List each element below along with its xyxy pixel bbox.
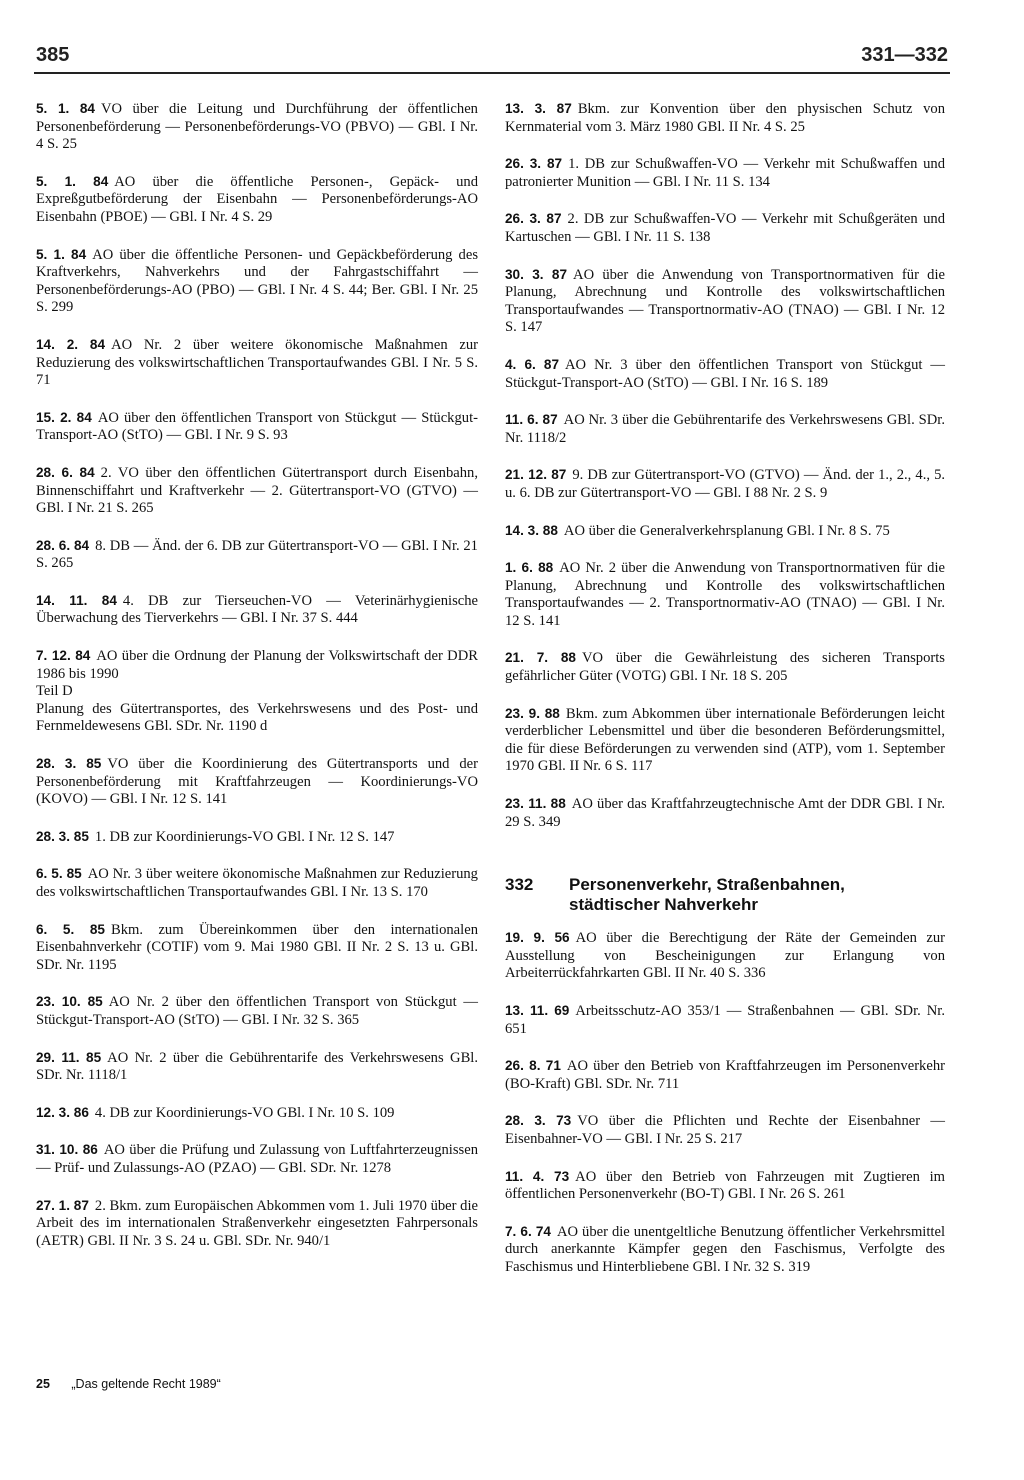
entry-date: 23. 10. 85 [36,994,103,1010]
entry [36,1104,478,1123]
entry [36,409,478,445]
entry [36,537,478,573]
entry-date: 28. 3. 85 [36,828,89,844]
entry-text: AO über die unentgeltliche Benutzung öffentlicher Verkehrsmittel durch anerkannte Kämpfer gegen den Faschismus, Verfolgte des Faschismus und Hinterbliebene GBl. I Nr. 32 S. 319 [505,1223,945,1275]
entry-date: 6. 5. 85 [36,921,105,937]
entry-text: VO über die Pflichten und Rechte der Eisenbahner — Eisenbahner-VO — GBl. I Nr. 25 S. 217 [505,1113,945,1147]
entry-date: 5. 1. 84 [36,173,109,189]
entry-date: 7. 6. 74 [505,1223,551,1239]
entry-date: 26. 3. 87 [505,156,563,172]
entry-date: 6. 5. 85 [36,866,82,882]
entry-date: 31. 10. 86 [36,1142,98,1158]
entry-text: AO über die Anwendung von Transportnormativen für die Planung, Abrechnung und Kontrolle des volkswirtschaftlichen Transportaufwandes — Transportnormativ-AO (TNAO) — GBl. I Nr. 12 S. 147 [505,266,945,336]
entry-date: 14. 3. 88 [505,522,558,538]
entry-date: 7. 12. 84 [36,648,91,664]
entry-date: 28. 3. 85 [36,756,102,772]
entry [505,210,945,246]
entry-text: AO über die Generalverkehrsplanung GBl. I Nr. 8 S. 75 [563,522,890,539]
entry [505,1112,945,1148]
entry-date: 11. 4. 73 [505,1168,570,1184]
entry-text: AO über die öffentliche Personen-, Gepäck- und Expreßgutbeförderung der Eisenbahn — Personenbeförderungs-AO Eisenbahn (PBOE) — GBl. I Nr. 4 S. 29 [36,173,478,225]
entry-date: 23. 11. 88 [505,796,566,812]
entry [505,705,945,776]
entry-text: 1. DB zur Koordinierungs-VO GBl. I Nr. 12 S. 147 [94,828,395,845]
entry [505,411,945,447]
entry-text: 2. VO über den öffentlichen Gütertransport durch Eisenbahn, Binnenschiffahrt und Kraftverkehr — 2. Gütertransport-VO (GTVO) — GBl. I Nr. 21 S. 265 [36,464,478,517]
entry [505,1002,945,1038]
entry-text: AO Nr. 2 über die Gebührentarife des Verkehrswesens GBl. SDr. Nr. 1118/1 [36,1049,479,1084]
entry-text: AO über das Kraftfahrzeugtechnische Amt der DDR GBl. I Nr. 29 S. 349 [505,796,946,830]
entry-text: 4. DB zur Koordinierungs-VO GBl. I Nr. 10 S. 109 [94,1104,395,1121]
entry-text: AO über den öffentlichen Transport von Stückgut — Stückgut-Transport-AO (StTO) — GBl. I Nr. 9 S. 93 [36,409,478,444]
entry-text: AO über die Berechtigung der Räte der Gemeinden zur Ausstellung von Bescheinigungen zur Erlangung von Arbeiterrückfahrkarten GBl. II Nr. 40 S. 336 [505,930,945,982]
footer-title: „Das geltende Recht 1989“ [71,1377,221,1391]
entry-text: Bkm. zur Konvention über den physischen Schutz von Kernmaterial vom 3. März 1980 GBl. II Nr. 4 S. 25 [505,101,945,135]
right-entries [505,100,945,831]
entry [505,356,945,392]
entry-date: 12. 3. 86 [36,1104,89,1120]
entry [36,1141,478,1177]
entry [36,336,478,390]
entry-text: 2. DB zur Schußwaffen-VO — Verkehr mit Schußgeräten und Kartuschen — GBl. I Nr. 11 S. 138 [505,211,945,245]
entry-text: VO über die Leitung und Durchführung der öffentlichen Personenbeförderung — Personenbeförderungs-VO (PBVO) — GBl. I Nr. 4 S. 25 [36,101,478,153]
entry-date: 30. 3. 87 [505,266,568,282]
entry-text: AO über die Prüfung und Zulassung von Luftfahrterzeugnissen — Prüf- und Zulassungs-AO (PZAO) — GBl. SDr. Nr. 1278 [36,1142,478,1176]
entry [505,1168,945,1204]
section-title: Personenverkehr, Straßenbahnen, städtischer Nahverkehr [569,875,845,915]
page-footer [36,1377,221,1391]
entry [505,795,945,831]
entry-date: 19. 9. 56 [505,930,570,946]
left-column [36,100,478,1269]
entry-date: 1. 6. 88 [505,560,554,576]
entry [36,647,478,736]
footer-number: 25 [36,1377,50,1391]
entry [36,755,478,809]
entry-text: VO über die Gewährleistung des sicheren Transports gefährlicher Güter (VOTG) GBl. I Nr. 18 S. 205 [505,650,945,685]
entry-date: 26. 3. 87 [505,211,562,227]
entry [36,865,478,901]
entry-text: Arbeitsschutz-AO 353/1 — Straßenbahnen — GBl. SDr. Nr. 651 [505,1003,946,1037]
entry [36,592,478,628]
entry-text: AO Nr. 3 über den öffentlichen Transport von Stückgut — Stückgut-Transport-AO (StTO) — GBl. I Nr. 16 S. 189 [505,356,945,391]
entry-date: 21. 7. 88 [505,650,576,666]
entry-text: 4. DB zur Tierseuchen-VO — Veterinärhygienische Überwachung des Tierverkehrs — GBl. I Nr. 37 S. 444 [36,592,479,627]
entry-date: 5. 1. 84 [36,246,87,262]
entry-date: 5. 1. 84 [36,101,95,116]
entry-text: Bkm. zum Übereinkommen über den internationalen Eisenbahnverkehr (COTIF) vom 9. Mai 1980 GBl. II Nr. 2 S. 13 u. GBl. SDr. Nr. 1195 [36,921,478,973]
section-heading [505,875,945,915]
entry-text: AO Nr. 3 über die Gebührentarife des Verkehrswesens GBl. SDr. Nr. 1118/2 [505,412,945,446]
entry [36,921,478,975]
entry-date: 13. 11. 69 [505,1003,570,1018]
entry-date: 28. 6. 84 [36,464,95,480]
entry-date: 26. 8. 71 [505,1058,561,1074]
section-entries [505,929,945,1276]
entry-text: VO über die Koordinierung des Gütertransports und der Personenbeförderung mit Kraftfahrzeugen — Koordinierungs-VO (KOVO) — GBl. I Nr. 12 S. 141 [36,756,478,808]
entry [505,266,945,337]
entry-date: 27. 1. 87 [36,1197,89,1213]
entry [505,155,945,191]
entry-date: 28. 3. 73 [505,1113,572,1129]
entry-text: AO Nr. 2 über den öffentlichen Transport von Stückgut — Stückgut-Transport-AO (StTO) — GBl. I Nr. 32 S. 365 [36,994,479,1028]
entry-text: 1. DB zur Schußwaffen-VO — Verkehr mit Schußwaffen und patronierter Munition — GBl. I Nr. 11 S. 134 [505,156,945,190]
section-range: 331—332 [861,44,948,66]
entry [36,993,478,1029]
entry [505,1223,945,1277]
entry-date: 4. 6. 87 [505,356,560,372]
entry-text: 9. DB zur Gütertransport-VO (GTVO) — Änd. der 1., 2., 4., 5. u. 6. DB zur Gütertransport-VO — GBl. I 88 Nr. 2 S. 9 [505,467,946,501]
entry [36,173,478,227]
entry-date: 13. 3. 87 [505,101,572,116]
entry-text: 8. DB — Änd. der 6. DB zur Gütertransport-VO — GBl. I Nr. 21 S. 265 [36,537,478,572]
entry-text: AO Nr. 3 über weitere ökonomische Maßnahmen zur Reduzierung des volkswirtschaftlichen Transportaufwandes GBl. I Nr. 13 S. 170 [36,866,478,900]
entry [36,1049,478,1085]
entry-text: AO über die öffentliche Personen- und Gepäckbeförderung des Kraftverkehrs, Nahverkehrs und der Fahrgastschiffahrt — Personenbeförderungs-AO (PBO) — GBl. I Nr. 4 S. 44; Ber. GBl. I Nr. 25 S. 299 [36,246,478,316]
entry [36,246,478,317]
entry-date: 23. 9. 88 [505,705,560,721]
entry [505,929,945,983]
section-number: 332 [505,875,534,895]
entry-date: 11. 6. 87 [505,412,558,428]
entry-text: Bkm. zum Abkommen über internationale Beförderungen leicht verderblicher Lebensmittel und über die besonderen Beförderungsmittel, die für diese Beförderungen zu verwenden sind (ATP), vom 1. September 1970 GBl. II Nr. 6 S. 117 [505,705,945,775]
right-column [505,100,945,1296]
entry-text: AO über den Betrieb von Kraftfahrzeugen im Personenverkehr (BO-Kraft) GBl. SDr. Nr. 711 [505,1058,945,1092]
page-number: 385 [36,44,70,66]
entry-date: 15. 2. 84 [36,409,92,425]
entry-date: 14. 2. 84 [36,336,106,352]
entry-date: 29. 11. 85 [36,1049,102,1065]
entry [36,828,478,847]
entry [505,100,945,136]
entry [505,1057,945,1093]
header-rule [34,72,950,74]
entry [36,464,478,518]
entry-text: 2. Bkm. zum Europäischen Abkommen vom 1. Juli 1970 über die Arbeit des im internationalen Straßenverkehr eingesetzten Fahrpersonals (AETR) GBl. II Nr. 3 S. 24 u. GBl. SDr. Nr. 940/1 [36,1197,478,1249]
entry-date: 28. 6. 84 [36,537,90,553]
entry [505,649,945,685]
entry-date: 21. 12. 87 [505,467,567,483]
entry [505,559,945,630]
entry [505,466,945,502]
entry [505,522,945,541]
entry-date: 14. 11. 84 [36,592,117,608]
entry-text: AO Nr. 2 über die Anwendung von Transportnormativen für die Planung, Abrechnung und Kontrolle des volkswirtschaftlichen Transportaufwandes — 2. Transportnormativ-AO (TNAO) — GBl. I Nr. 12 S. 141 [505,560,945,629]
entry-text: AO über die Ordnung der Planung der Volkswirtschaft der DDR 1986 bis 1990 Teil D Planung des Gütertransportes, des Verkehrswesens und des Post- und Fernmeldewesens GBl. SDr. Nr. 1190 d [36,648,478,735]
entry [36,1197,478,1251]
entry-text: AO Nr. 2 über weitere ökonomische Maßnahmen zur Reduzierung des volkswirtschaftlichen Transportaufwandes GBl. I Nr. 5 S. 71 [36,336,478,389]
entry [36,100,478,154]
entry-text: AO über den Betrieb von Fahrzeugen mit Zugtieren im öffentlichen Personenverkehr (BO-T) GBl. I Nr. 26 S. 261 [505,1168,945,1203]
